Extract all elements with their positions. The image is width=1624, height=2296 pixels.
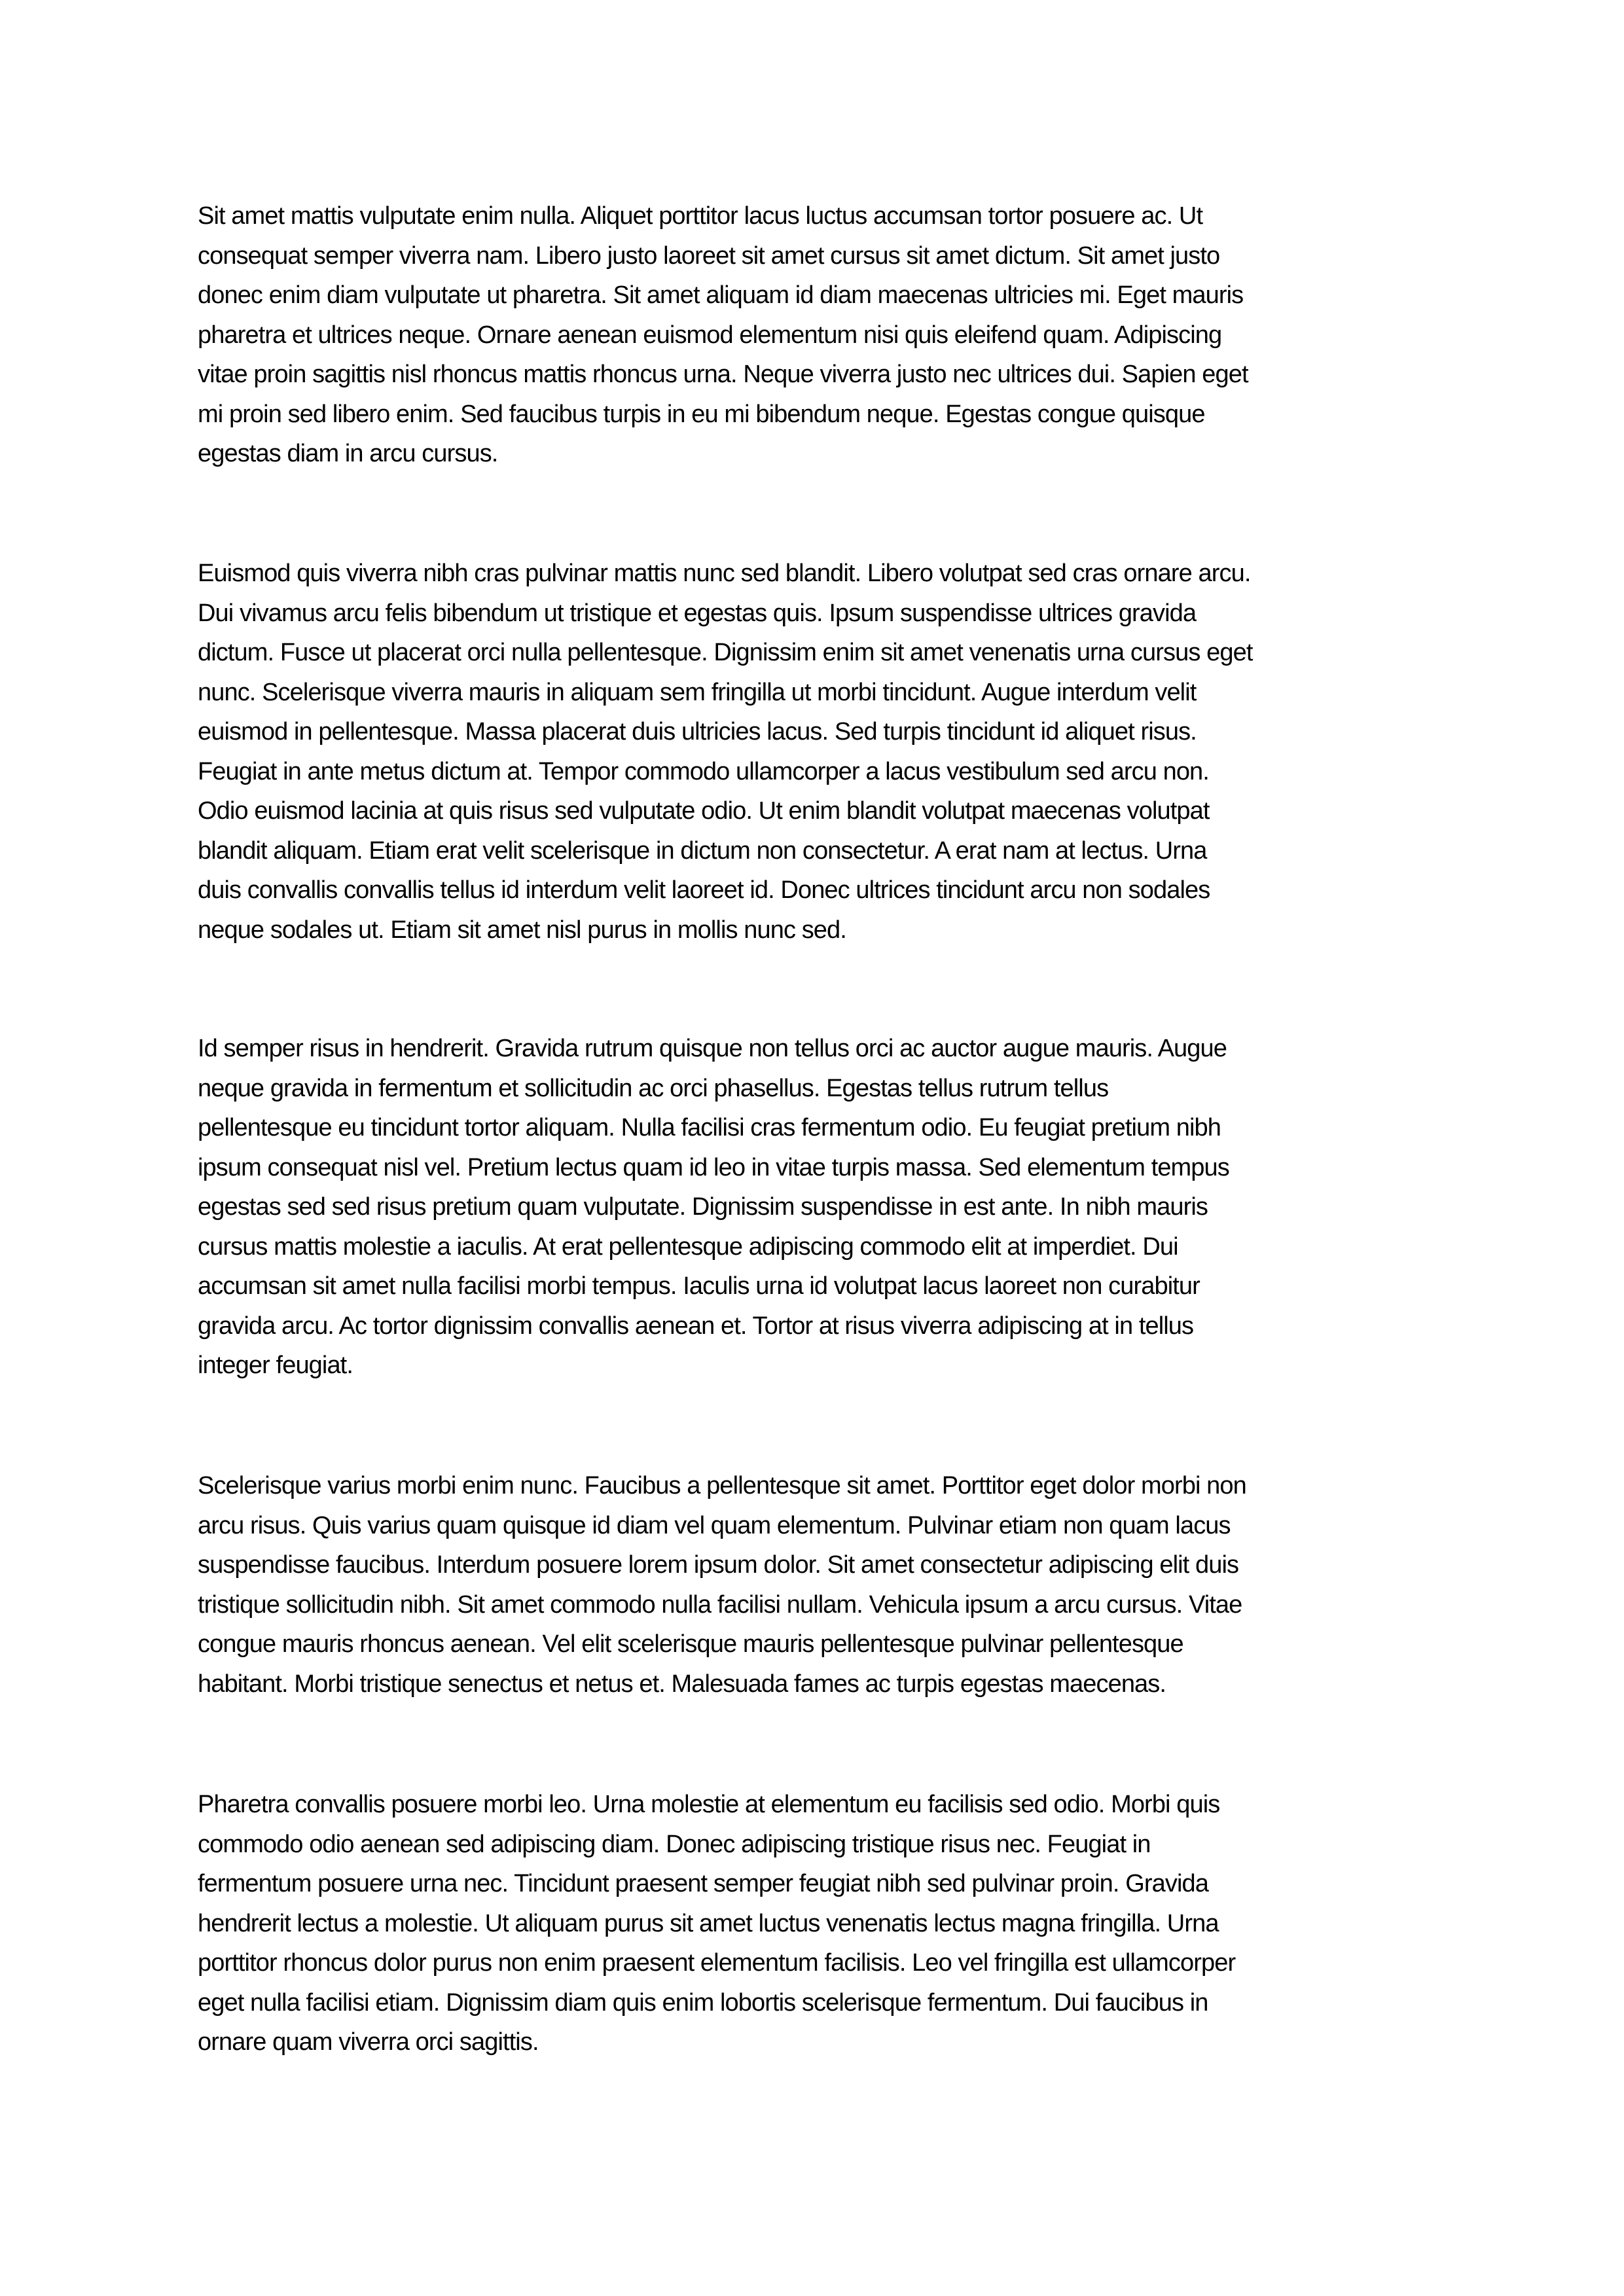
text-line: mi proin sed libero enim. Sed faucibus turpis in eu mi bibendum neque. Egestas congue quisque <box>198 400 1205 428</box>
text-line: neque sodales ut. Etiam sit amet nisl purus in mollis nunc sed. <box>198 916 846 944</box>
paragraph-5 <box>198 1785 1441 2062</box>
paragraph-2 <box>198 554 1441 950</box>
paragraph-4 <box>198 1466 1441 1704</box>
text-line: neque gravida in fermentum et sollicitudin ac orci phasellus. Egestas tellus rutrum tellus <box>198 1074 1109 1102</box>
text-line: Dui vivamus arcu felis bibendum ut tristique et egestas quis. Ipsum suspendisse ultrices gravida <box>198 599 1197 627</box>
text-line: Odio euismod lacinia at quis risus sed vulputate odio. Ut enim blandit volutpat maecenas volutpat <box>198 797 1210 825</box>
text-line: egestas sed sed risus pretium quam vulputate. Dignissim suspendisse in est ante. In nibh mauris <box>198 1193 1208 1221</box>
text-line: pellentesque eu tincidunt tortor aliquam. Nulla facilisi cras fermentum odio. Eu feugiat pretium nibh <box>198 1114 1221 1141</box>
text-line: duis convallis convallis tellus id interdum velit laoreet id. Donec ultrices tincidunt arcu non sodales <box>198 876 1210 904</box>
text-line: arcu risus. Quis varius quam quisque id diam vel quam elementum. Pulvinar etiam non quam lacus <box>198 1511 1231 1539</box>
text-line: fermentum posuere urna nec. Tincidunt praesent semper feugiat nibh sed pulvinar proin. Gravida <box>198 1870 1208 1897</box>
text-line: euismod in pellentesque. Massa placerat duis ultricies lacus. Sed turpis tincidunt id aliquet risus. <box>198 718 1197 745</box>
text-line: tristique sollicitudin nibh. Sit amet commodo nulla facilisi nullam. Vehicula ipsum a arcu cursus. Vitae <box>198 1590 1242 1619</box>
text-line: hendrerit lectus a molestie. Ut aliquam purus sit amet luctus venenatis lectus magna fringilla. Urna <box>198 1909 1219 1937</box>
text-line: habitant. Morbi tristique senectus et netus et. Malesuada fames ac turpis egestas maecenas. <box>198 1670 1166 1698</box>
text-line: accumsan sit amet nulla facilisi morbi tempus. Iaculis urna id volutpat lacus laoreet non curabitur <box>198 1272 1200 1300</box>
text-line: dictum. Fusce ut placerat orci nulla pellentesque. Dignissim enim sit amet venenatis urna cursus eget <box>198 639 1253 666</box>
text-line: gravida arcu. Ac tortor dignissim convallis aenean et. Tortor at risus viverra adipiscing at in tellus <box>198 1312 1194 1340</box>
text-line: integer feugiat. <box>198 1352 353 1379</box>
text-line: Scelerisque varius morbi enim nunc. Faucibus a pellentesque sit amet. Porttitor eget dolor morbi non <box>198 1472 1246 1499</box>
text-line: Feugiat in ante metus dictum at. Tempor commodo ullamcorper a lacus vestibulum sed arcu non. <box>198 757 1209 785</box>
text-line: porttitor rhoncus dolor purus non enim praesent elementum facilisis. Leo vel fringilla est ullamcorper <box>198 1949 1236 1977</box>
text-line: commodo odio aenean sed adipiscing diam. Donec adipiscing tristique risus nec. Feugiat in <box>198 1830 1151 1858</box>
text-line: Euismod quis viverra nibh cras pulvinar mattis nunc sed blandit. Libero volutpat sed cras ornare arcu. <box>198 560 1251 587</box>
text-line: Pharetra convallis posuere morbi leo. Urna molestie at elementum eu facilisis sed odio. Morbi quis <box>198 1791 1220 1818</box>
text-line: ipsum consequat nisl vel. Pretium lectus quam id leo in vitae turpis massa. Sed elementum tempus <box>198 1153 1229 1181</box>
text-line: pharetra et ultrices neque. Ornare aenean euismod elementum nisi quis eleifend quam. Adipiscing <box>198 321 1222 349</box>
text-line: eget nulla facilisi etiam. Dignissim diam quis enim lobortis scelerisque fermentum. Dui faucibus in <box>198 1988 1208 2017</box>
text-line: blandit aliquam. Etiam erat velit scelerisque in dictum non consectetur. A erat nam at lectus. Urna <box>198 836 1207 865</box>
text-line: Id semper risus in hendrerit. Gravida rutrum quisque non tellus orci ac auctor augue mauris. Augue <box>198 1035 1227 1062</box>
text-line: Sit amet mattis vulputate enim nulla. Aliquet porttitor lacus luctus accumsan tortor posuere ac. Ut <box>198 202 1203 230</box>
text-line: cursus mattis molestie a iaculis. At erat pellentesque adipiscing commodo elit at imperdiet. Dui <box>198 1232 1178 1261</box>
text-line: egestas diam in arcu cursus. <box>198 440 498 467</box>
text-line: consequat semper viverra nam. Libero justo laoreet sit amet cursus sit amet dictum. Sit amet justo <box>198 242 1220 270</box>
text-line: suspendisse faucibus. Interdum posuere lorem ipsum dolor. Sit amet consectetur adipiscing elit duis <box>198 1551 1239 1579</box>
text-line: congue mauris rhoncus aenean. Vel elit scelerisque mauris pellentesque pulvinar pellentesque <box>198 1630 1183 1658</box>
paragraph-3 <box>198 1029 1441 1386</box>
text-line: donec enim diam vulputate ut pharetra. Sit amet aliquam id diam maecenas ultricies mi. Eget mauris <box>198 281 1244 309</box>
text-line: ornare quam viverra orci sagittis. <box>198 2028 539 2056</box>
paragraph-1 <box>198 196 1441 474</box>
text-line: nunc. Scelerisque viverra mauris in aliquam sem fringilla ut morbi tincidunt. Augue interdum velit <box>198 678 1197 706</box>
text-line: vitae proin sagittis nisl rhoncus mattis rhoncus urna. Neque viverra justo nec ultrices dui. Sapien eget <box>198 361 1248 388</box>
